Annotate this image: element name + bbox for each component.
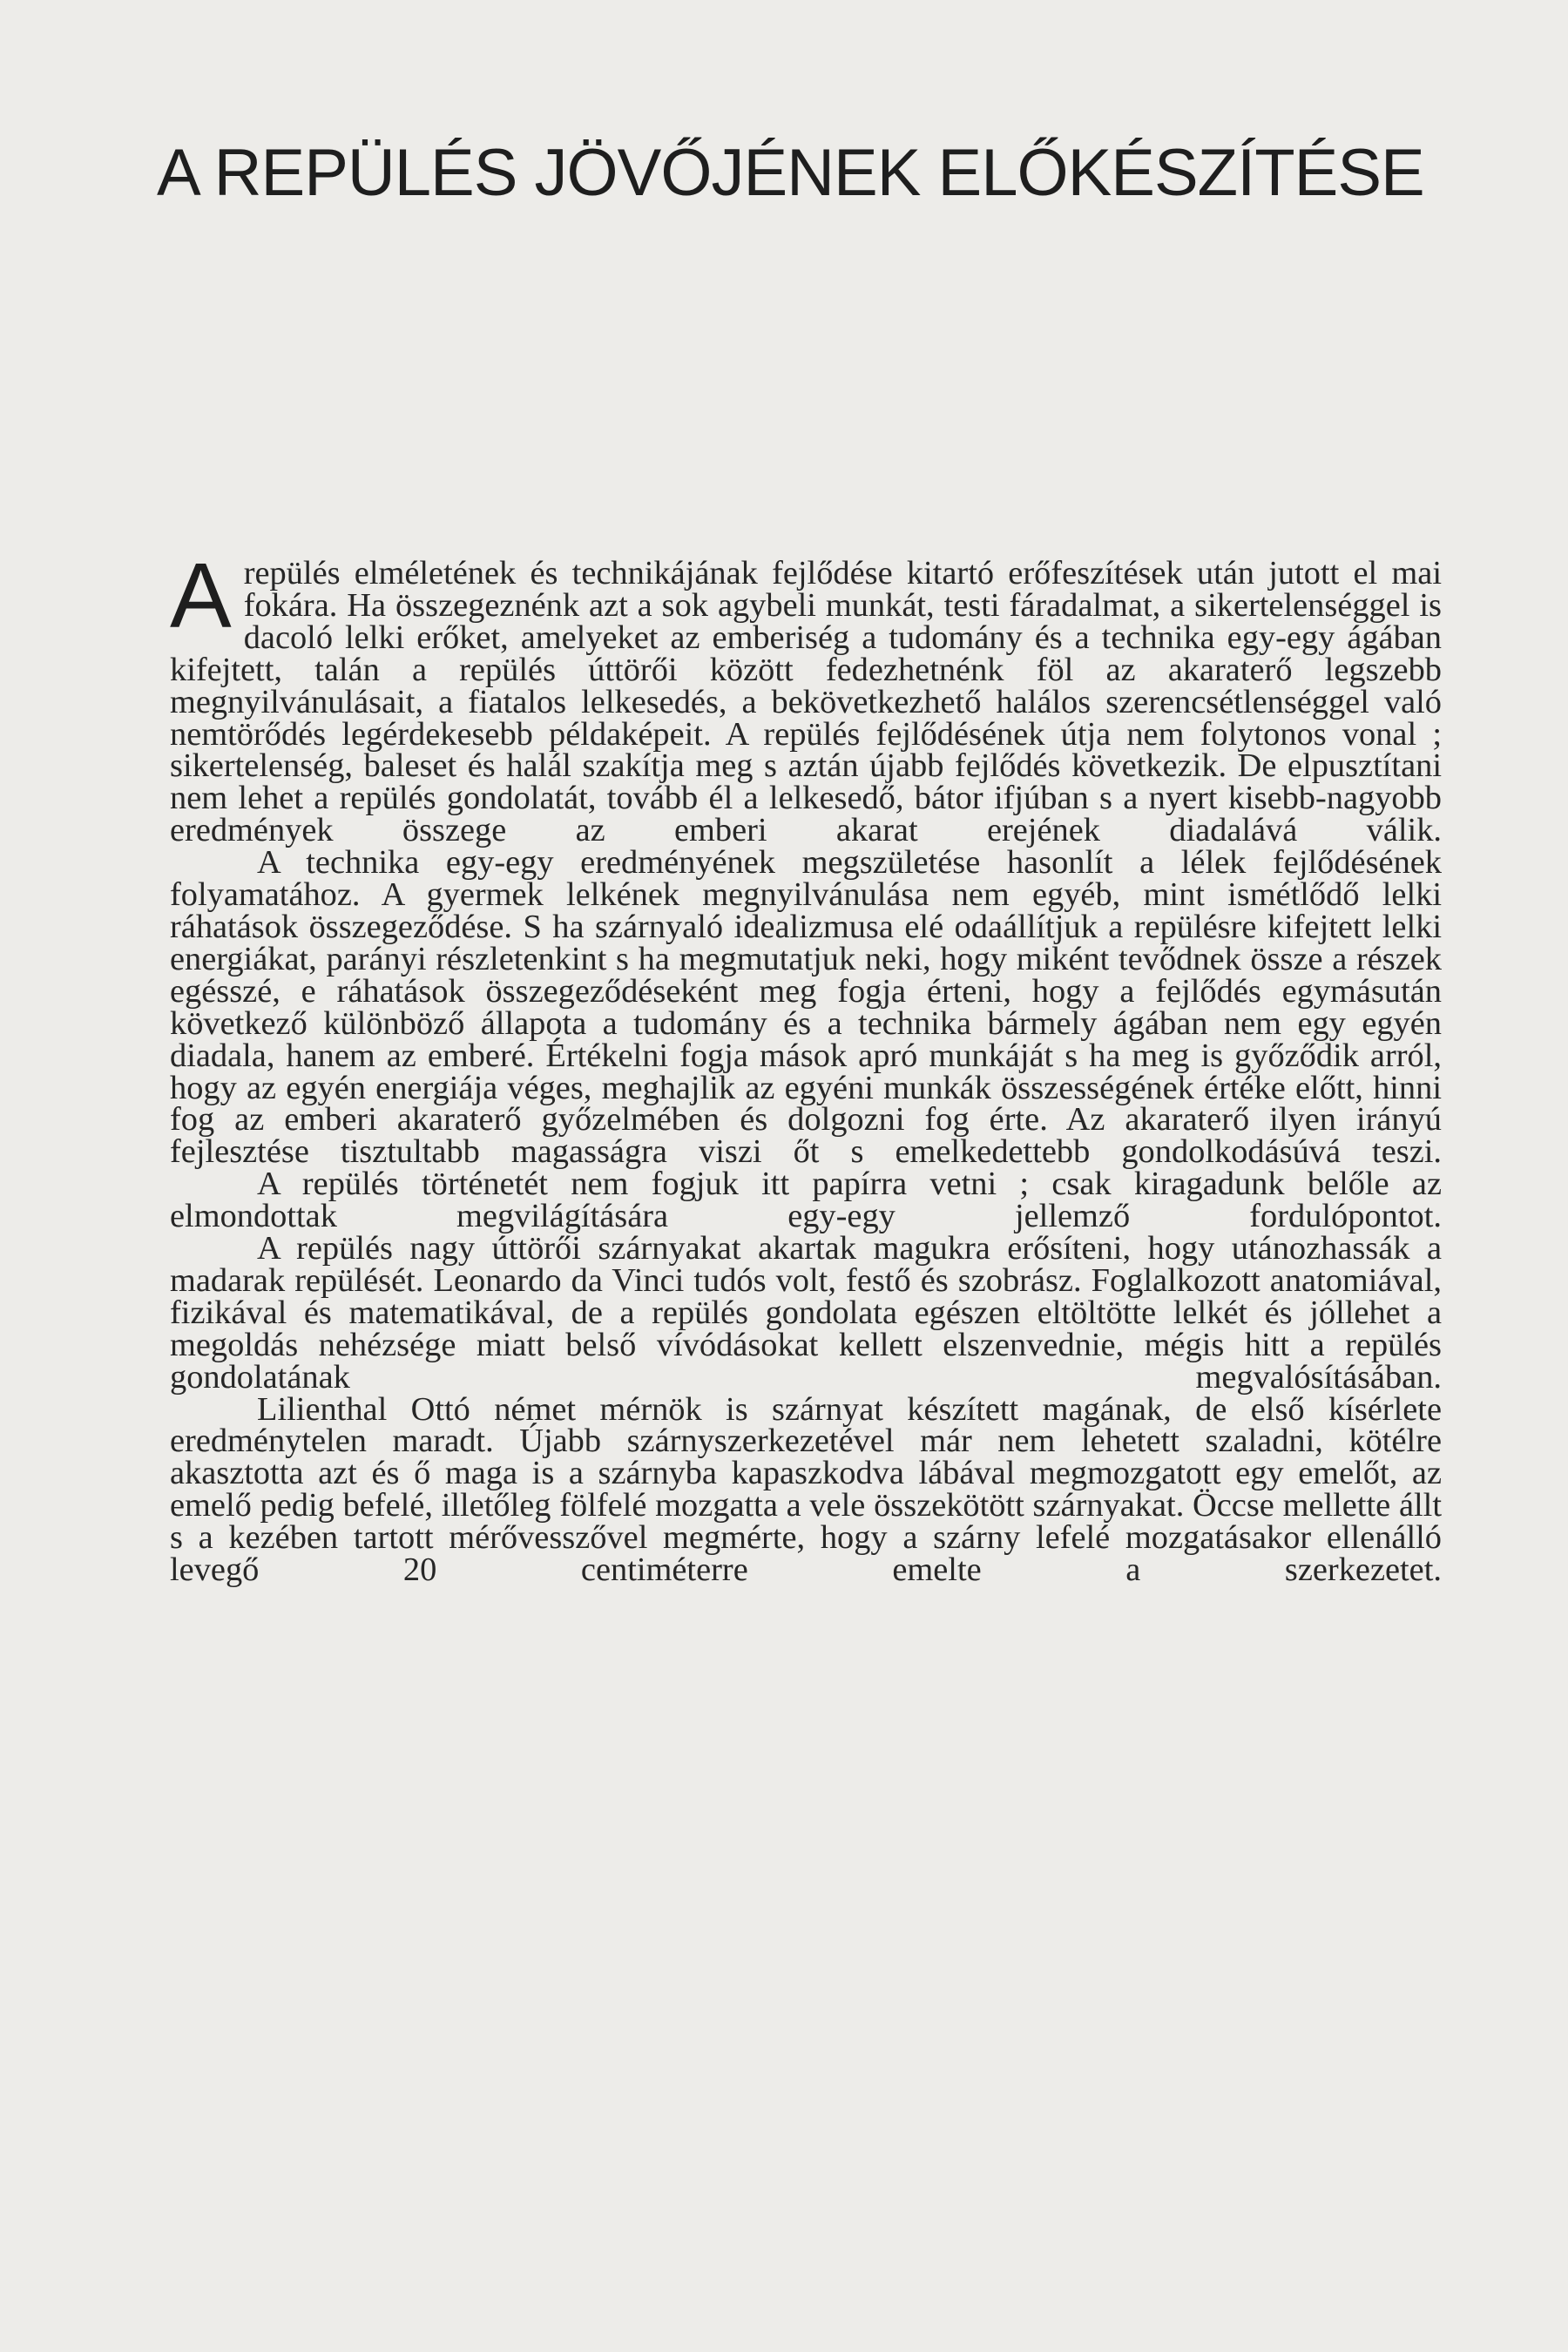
paragraph-1 — [170, 544, 1442, 849]
article-body — [170, 544, 1442, 1589]
paragraph-2: A technika egy-egy eredményének megszületése hasonlít a lélek fejlődésének folyamatához. A gyermek lelkének megnyilvánulása nem egyéb, mint ismétlődő lelki ráhatások összegeződése. S ha szárnyaló idealizmusa elé odaállítjuk a repülésre kifejtett lelki energiákat, parányi részletenkint s ha megmutatjuk neki, hogy miként tevődnek össze a részek egésszé, e ráhatások összegeződéseként meg fogja érteni, hogy a fejlődés egymásután következő különböző állapota a tudomány és a technika bármely ágában nem egy egyén diadala, hanem az emberé. Értékelni fogja mások apró munkáját s ha meg is győződik arról, hogy az egyén energiája véges, meghajlik az egyéni munkák összességének értéke előtt, hinni fog az emberi akaraterő győzelmében és dolgozni fog érte. Az akaraterő ilyen irányú fejlesztése tisztultabb magasságra viszi őt s emelkedettebb gondolkodásúvá teszi. — [170, 844, 1442, 1171]
paragraph-1-text: repülés elméletének és technikájának fejlődése kitartó erőfeszítések után jutott el mai fokára. Ha összegeznénk azt a sok agybeli munkát, testi fáradalmat, a sikertelenséggel is dacoló lelki erőket, amelyeket az emberiség a tudomány és a technika egy-egy ágában kifejtett, talán a repülés úttörői között fedezhetnénk föl az akaraterő legszebb megnyilvánulásait, a fiatalos lelkesedés, a bekövetkezhető halálos szerencsétlenséggel való nemtörődés legérdekesebb példaképeit. A repülés fejlődésének útja nem folytonos vonal ; sikertelenség, baleset és halál szakítja meg s aztán újabb fejlődés következik. De elpusztítani nem lehet a repülés gondolatát, tovább él a lelkesedő, bátor ifjúban s a nyert kisebb-nagyobb eredmények összege az emberi akarat erejének diadalává válik. — [170, 555, 1442, 849]
paragraph-3: A repülés történetét nem fogjuk itt papírra vetni ; csak kiragadunk belőle az elmondottak megvilágítására egy-egy jellemző fordulópontot. — [170, 1166, 1442, 1235]
paragraph-5: Lilienthal Ottó német mérnök is szárnyat készített magának, de első kísérlete eredménytelen maradt. Újabb szárnyszerkezetével már nem lehetett szaladni, kötélre akasztotta azt és ő maga is a szárnyba kapaszkodva lábával megmozgatott egy emelőt, az emelő pedig befelé, illetőleg fölfelé mozgatta a vele összekötött szárnyakat. Öccse mellette állt s a kezében tartott mérővesszővel megmérte, hogy a szárny lefelé mozgatásakor ellenálló levegő 20 centiméterre emelte a szerkezetet. — [170, 1390, 1442, 1589]
page-title: A REPÜLÉS JÖVŐJÉNEK ELŐKÉSZÍTÉSE — [157, 136, 1424, 210]
drop-cap: A — [170, 544, 232, 647]
paragraph-4: A repülés nagy úttörői szárnyakat akartak magukra erősíteni, hogy utánozhassák a madarak repülését. Leonardo da Vinci tudós volt, festő és szobrász. Foglalkozott anatomiával, fizikával és matematikával, de a repülés gondolata egészen eltöltötte lelkét és jóllehet a megoldás nehézsége miatt belső vívódásokat kellett elszenvednie, mégis hitt a repülés gondolatának megvalósításában. — [170, 1230, 1442, 1396]
